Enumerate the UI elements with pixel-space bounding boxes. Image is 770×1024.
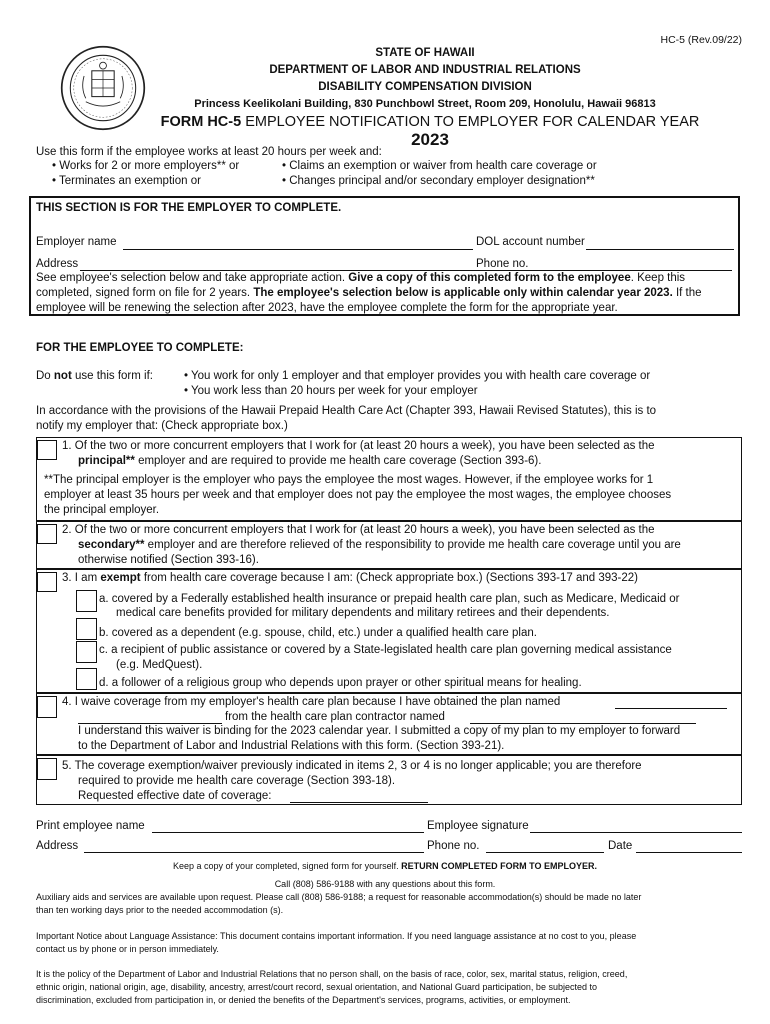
item-3-text: 3. I am exempt from health care coverage because I am: (Check appropriate box.) (Sections 393-17 and 393-22): [62, 572, 638, 584]
intro-bullet-4: • Changes principal and/or secondary employer designation**: [282, 175, 595, 187]
plan-name-field-2[interactable]: [78, 723, 222, 724]
language-note-1: Important Notice about Language Assistance: This document contains important information. If you need language assistance at no cost to you, please: [36, 931, 637, 941]
principal-note-3: the principal employer.: [44, 504, 160, 516]
employer-instructions-1: See employee's selection below and take appropriate action. Give a copy of this completed form to the employee. Keep this: [36, 272, 686, 284]
header-division: DISABILITY COMPENSATION DIVISION: [318, 81, 532, 93]
employee-phone-label: Phone no.: [427, 840, 480, 852]
item-4-text-4: to the Department of Labor and Industrial Relations with this form. (Section 393-21).: [78, 740, 505, 752]
employer-address-field[interactable]: [80, 270, 732, 271]
item-3c-text-2: (e.g. MedQuest).: [116, 659, 203, 671]
do-not-bullet-1: • You work for only 1 employer and that employer provides you with health care coverage or: [184, 370, 651, 382]
header-state: STATE OF HAWAII: [375, 47, 475, 59]
employer-address-label: Address: [36, 258, 79, 270]
item-2-text-1: 2. Of the two or more concurrent employers that I work for (at least 20 hours a week), you have been selected as the: [62, 524, 655, 536]
form-year: 2023: [411, 130, 449, 149]
employer-instructions-2: completed, signed form on file for 2 years. The employee's selection below is applicable only within calendar year 2023. If the: [36, 287, 702, 299]
principal-note-2: employer at least 35 hours per week and that employer does not pay the employee the most wages, the employee chooses: [44, 489, 672, 501]
employer-name-field[interactable]: [123, 249, 473, 250]
intro-bullet-1: • Works for 2 or more employers** or: [52, 160, 240, 172]
item-5-text-1: 5. The coverage exemption/waiver previously indicated in items 2, 3 or 4 is no longer applicable; you are therefore: [62, 760, 642, 772]
form-title: [150, 114, 710, 150]
keep-copy-note: Keep a copy of your completed, signed form for yourself. RETURN COMPLETED FORM TO EMPLOYER.: [173, 861, 597, 871]
plan-name-field-1[interactable]: [615, 708, 727, 709]
do-not-use-label: Do not use this form if:: [36, 370, 153, 382]
item-3a-text-1: a. covered by a Federally established health insurance or prepaid health care plan, such as Medicare, Medicaid or: [99, 593, 680, 605]
dol-account-field[interactable]: [586, 249, 734, 250]
employer-name-label: Employer name: [36, 236, 117, 248]
item-3c-checkbox[interactable]: [76, 641, 97, 663]
item-3d-checkbox[interactable]: [76, 668, 97, 690]
item-4-text-3: I understand this waiver is binding for the 2023 calendar year. I submitted a copy of my plan to my employer to forward: [78, 725, 681, 737]
employer-instructions-3: employee will be renewing the selection after 2023, have the employee complete the form for the appropriate year.: [36, 302, 618, 314]
item-3b-text: b. covered as a dependent (e.g. spouse, child, etc.) under a qualified health care plan.: [99, 627, 537, 639]
form-number: FORM HC-5: [160, 114, 242, 130]
item-5-text-2: required to provide me health care coverage (Section 393-18).: [78, 775, 396, 787]
state-seal-icon: [60, 45, 146, 131]
header-address: Princess Keelikolani Building, 830 Punchbowl Street, Room 209, Honolulu, Hawaii 96813: [194, 98, 656, 110]
aux-note-2: than ten working days prior to the needed accommodation (s).: [36, 905, 284, 915]
header-department: DEPARTMENT OF LABOR AND INDUSTRIAL RELATIONS: [269, 64, 581, 76]
employee-section-heading: FOR THE EMPLOYEE TO COMPLETE:: [36, 342, 244, 354]
intro-bullet-3: • Terminates an exemption or: [52, 175, 201, 187]
employer-phone-label: Phone no.: [476, 258, 529, 270]
item-3b-checkbox[interactable]: [76, 618, 97, 640]
intro-bullet-2: • Claims an exemption or waiver from health care coverage or: [282, 160, 597, 172]
form-revision: HC-5 (Rev.09/22): [660, 34, 742, 46]
employee-phone-field[interactable]: [486, 852, 604, 853]
dol-account-label: DOL account number: [476, 236, 585, 248]
accordance-text-1: In accordance with the provisions of the Hawaii Prepaid Health Care Act (Chapter 393, Hawaii Revised Statutes), this is to: [36, 405, 657, 417]
employer-section-heading: THIS SECTION IS FOR THE EMPLOYER TO COMPLETE.: [36, 202, 342, 214]
item-5-text-3: Requested effective date of coverage:: [78, 790, 272, 802]
item-3a-text-2: medical care benefits provided for military dependents and military retirees and their dependents.: [116, 607, 610, 619]
employee-address-label: Address: [36, 840, 79, 852]
item-1-text-2: principal** employer and are required to provide me health care coverage (Section 393-6).: [78, 455, 542, 467]
signature-label: Employee signature: [427, 820, 529, 832]
item-1-text-1: 1. Of the two or more concurrent employers that I work for (at least 20 hours a week), you have been selected as the: [62, 440, 655, 452]
principal-note-1: **The principal employer is the employer who pays the employee the most wages. However, if the employee works for 1: [44, 474, 654, 486]
language-note-2: contact us by phone or in person immediately.: [36, 944, 219, 954]
intro-lead: Use this form if the employee works at least 20 hours per week and:: [36, 146, 382, 158]
policy-note-2: ethnic origin, national origin, age, disability, ancestry, arrest/court record, sexual orientation, and National Guard participation, be subjected to: [36, 982, 597, 992]
item-3-checkbox[interactable]: [37, 572, 57, 592]
item-2-text-2: secondary** employer and are therefore relieved of the responsibility to provide me health care coverage until you are: [78, 539, 681, 551]
item-3a-checkbox[interactable]: [76, 590, 97, 612]
policy-note-3: discrimination, excluded from participation in, or denied the benefits of the Department's services, programs, activities, or employment.: [36, 995, 571, 1005]
employee-address-field[interactable]: [84, 852, 424, 853]
call-note: Call (808) 586-9188 with any questions about this form.: [274, 879, 496, 889]
do-not-bullet-2: • You work less than 20 hours per week for your employer: [184, 385, 478, 397]
item-3d-text: d. a follower of a religious group who depends upon prayer or other spiritual means for healing.: [99, 677, 582, 689]
item-4-text-2: from the health care plan contractor named: [225, 711, 445, 723]
effective-date-field[interactable]: [290, 802, 428, 803]
signature-field[interactable]: [530, 832, 742, 833]
accordance-text-2: notify my employer that: (Check appropriate box.): [36, 420, 288, 432]
print-name-field[interactable]: [152, 832, 424, 833]
item-1-checkbox[interactable]: [37, 440, 57, 460]
plan-contractor-field[interactable]: [470, 723, 696, 724]
form-title-text: EMPLOYEE NOTIFICATION TO EMPLOYER FOR CALENDAR YEAR: [241, 114, 700, 130]
date-label: Date: [608, 840, 633, 852]
item-5-checkbox[interactable]: [37, 758, 57, 780]
item-4-checkbox[interactable]: [37, 696, 57, 718]
date-field[interactable]: [636, 852, 742, 853]
item-2-text-3: otherwise notified (Section 393-16).: [78, 554, 259, 566]
item-2-checkbox[interactable]: [37, 524, 57, 544]
item-4-text-1: 4. I waive coverage from my employer's health care plan because I have obtained the plan named: [62, 696, 561, 708]
aux-note-1: Auxiliary aids and services are available upon request. Please call (808) 586-9188; a request for reasonable accommodation(s) should be made no later: [36, 892, 642, 902]
item-3c-text-1: c. a recipient of public assistance or covered by a State-legislated health care plan governing medical assistance: [99, 644, 672, 656]
policy-note-1: It is the policy of the Department of Labor and Industrial Relations that no person shall, on the basis of race, color, sex, marital status, religion, creed,: [36, 969, 628, 979]
print-name-label: Print employee name: [36, 820, 145, 832]
